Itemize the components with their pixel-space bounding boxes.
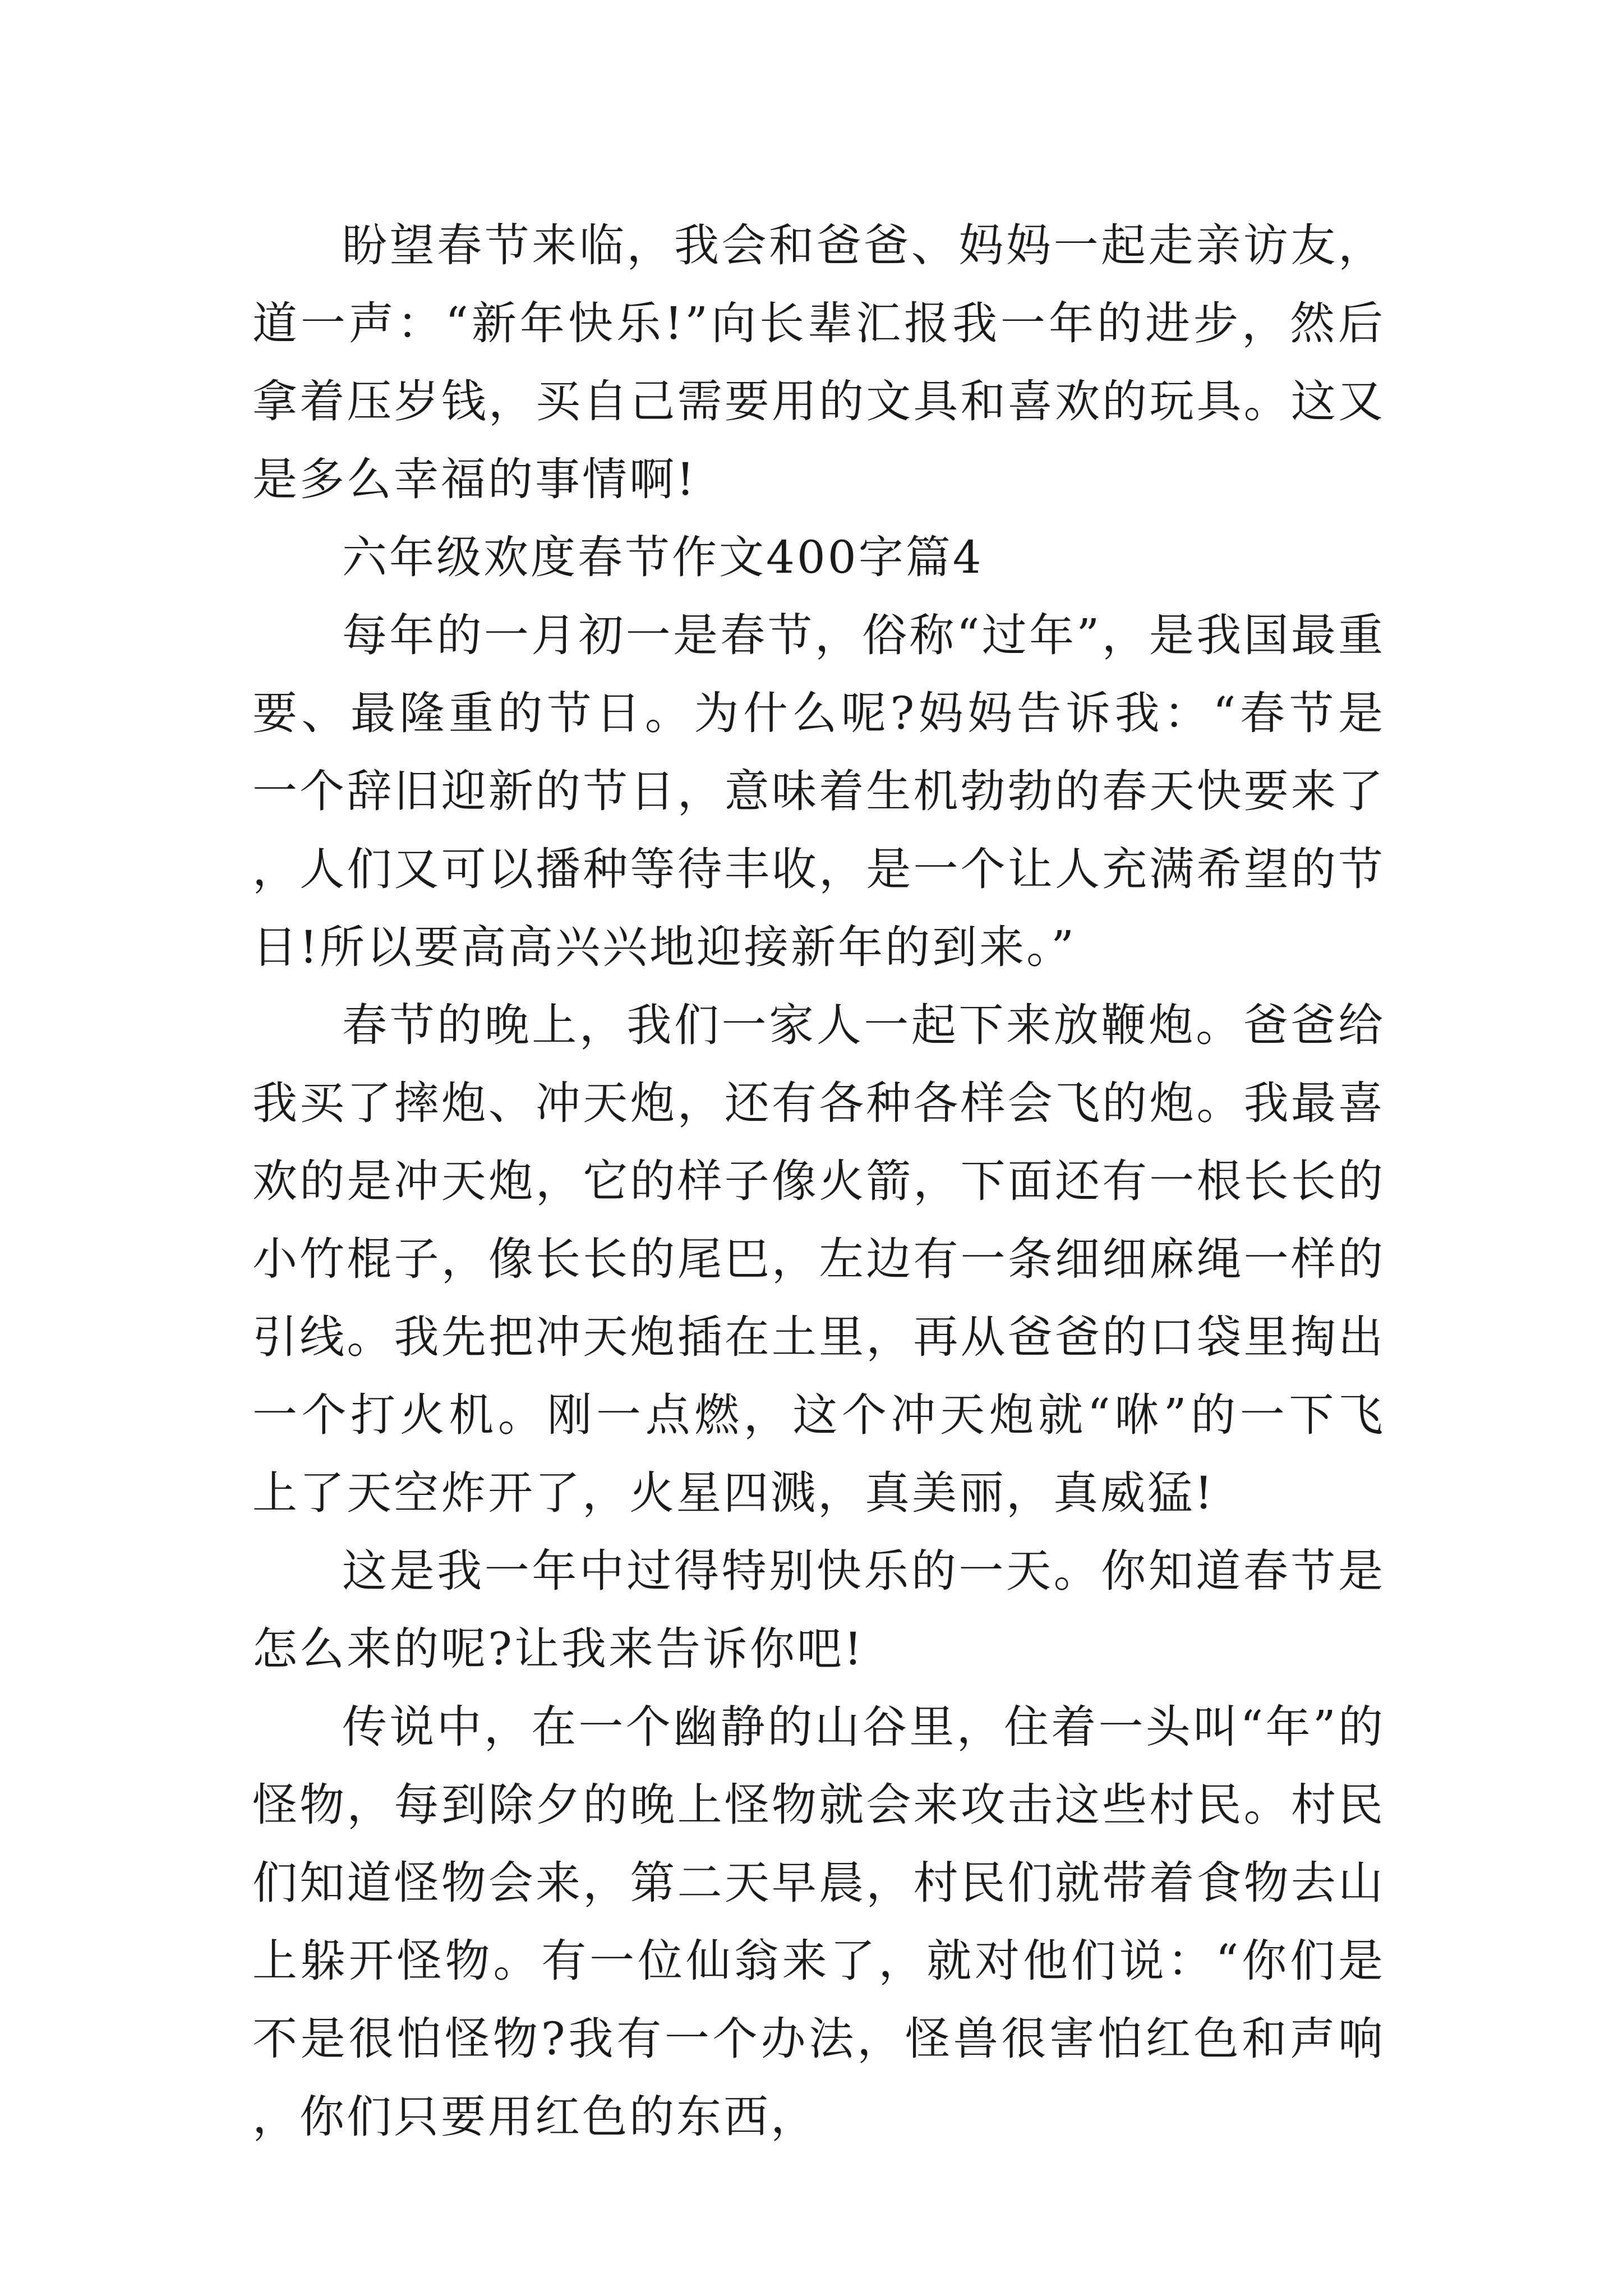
section-heading: 六年级欢度春节作文400字篇4 — [342, 531, 984, 583]
paragraph-3: 春节的晚上，我们一家人一起下来放鞭炮。爸爸给我买了摔炮、冲天炮，还有各种各样会飞的炮。我最喜欢的是冲天炮，它的样子像火箭，下面还有一根长长的小竹棍子，像长长的尾巴，左边有一条细细麻绳一样的引线。我先把冲天炮插在土里，再从爸爸的口袋里掏出一个打火机。刚一点燃，这个冲天炮就“咻”的一下飞上了天空炸开了，火星四溅，真美丽，真威猛! — [252, 999, 1385, 1519]
paragraph-2: 每年的一月初一是春节，俗称“过年”，是我国最重要、最隆重的节日。为什么呢?妈妈告诉我：“春节是一个辞旧迎新的节日，意味着生机勃勃的春天快要来了，人们又可以播种等待丰收，是一个让人充满希望的节日!所以要高高兴兴地迎接新年的到来。” — [252, 609, 1385, 973]
document-body — [252, 206, 1385, 2156]
paragraph-1: 盼望春节来临，我会和爸爸、妈妈一起走亲访友，道一声：“新年快乐!”向长辈汇报我一年的进步，然后拿着压岁钱，买自己需要用的文具和喜欢的玩具。这又是多么幸福的事情啊! — [252, 219, 1385, 505]
paragraph-4: 这是我一年中过得特别快乐的一天。你知道春节是怎么来的呢?让我来告诉你吧! — [252, 1545, 1385, 1675]
paragraph-5: 传说中，在一个幽静的山谷里，住着一头叫“年”的怪物，每到除夕的晚上怪物就会来攻击这些村民。村民们知道怪物会来，第二天早晨，村民们就带着食物去山上躲开怪物。有一位仙翁来了，就对他们说：“你们是不是很怕怪物?我有一个办法，怪兽很害怕红色和声响，你们只要用红色的东西， — [252, 1701, 1385, 2143]
